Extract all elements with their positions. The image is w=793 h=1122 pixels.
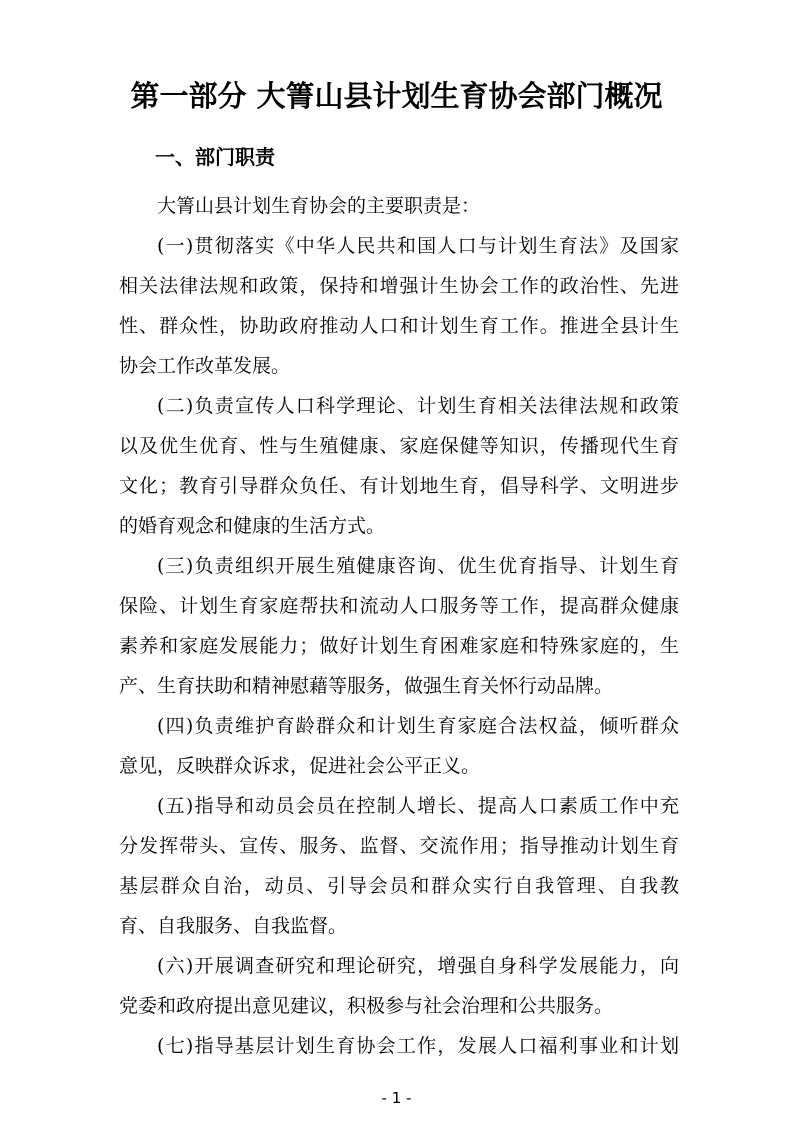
paragraph-line: (三)负责组织开展生殖健康咨询、优生优育指导、计划生育: [157, 555, 679, 577]
paragraph-line: 性、群众性，协助政府推动人口和计划生育工作。推进全县计生: [119, 315, 679, 337]
paragraph-line: (一)贯彻落实《中华人民共和国人口与计划生育法》及国家: [157, 235, 679, 257]
paragraph-line: 的婚育观念和健康的生活方式。: [119, 515, 386, 537]
paragraph-line: (七)指导基层计划生育协会工作，发展人口福利事业和计划: [157, 1035, 679, 1057]
paragraph-line: 育、自我服务、自我监督。: [119, 915, 348, 937]
paragraph-line: 分发挥带头、宣传、服务、监督、交流作用；指导推动计划生育: [119, 835, 679, 857]
paragraph-line: 党委和政府提出意见建议，积极参与社会治理和公共服务。: [119, 995, 614, 1017]
paragraph-line: 以及优生优育、性与生殖健康、家庭保健等知识，传播现代生育: [119, 435, 679, 457]
paragraph-line: (五)指导和动员会员在控制人增长、提高人口素质工作中充: [157, 795, 679, 817]
paragraph-line: 保险、计划生育家庭帮扶和流动人口服务等工作，提高群众健康: [119, 595, 679, 617]
paragraph-line: 相关法律法规和政策，保持和增强计生协会工作的政治性、先进: [119, 275, 679, 297]
paragraph-line: 意见，反映群众诉求，促进社会公平正义。: [119, 755, 481, 777]
body-text: [119, 186, 679, 1066]
page-title: 第一部分 大箐山县计划生育协会部门概况: [130, 79, 663, 113]
paragraph-line: 基层群众自治，动员、引导会员和群众实行自我管理、自我教: [119, 875, 679, 897]
paragraph-line: (四)负责维护育龄群众和计划生育家庭合法权益，倾听群众: [157, 715, 679, 737]
paragraph-line: 产、生育扶助和精神慰藉等服务，做强生育关怀行动品牌。: [119, 675, 614, 697]
paragraph-line: (二)负责宣传人口科学理论、计划生育相关法律法规和政策: [157, 395, 679, 417]
page-number: - 1 -: [381, 1089, 412, 1107]
section-heading: 一、部门职责: [155, 145, 275, 169]
paragraph-line: 大箐山县计划生育协会的主要职责是：: [157, 195, 481, 217]
paragraph-line: 素养和家庭发展能力；做好计划生育困难家庭和特殊家庭的，生: [119, 635, 679, 657]
paragraph-line: (六)开展调查研究和理论研究，增强自身科学发展能力，向: [157, 955, 679, 977]
paragraph-line: 协会工作改革发展。: [119, 355, 291, 377]
paragraph-line: 文化；教育引导群众负任、有计划地生育，倡导科学、文明进步: [119, 475, 679, 497]
